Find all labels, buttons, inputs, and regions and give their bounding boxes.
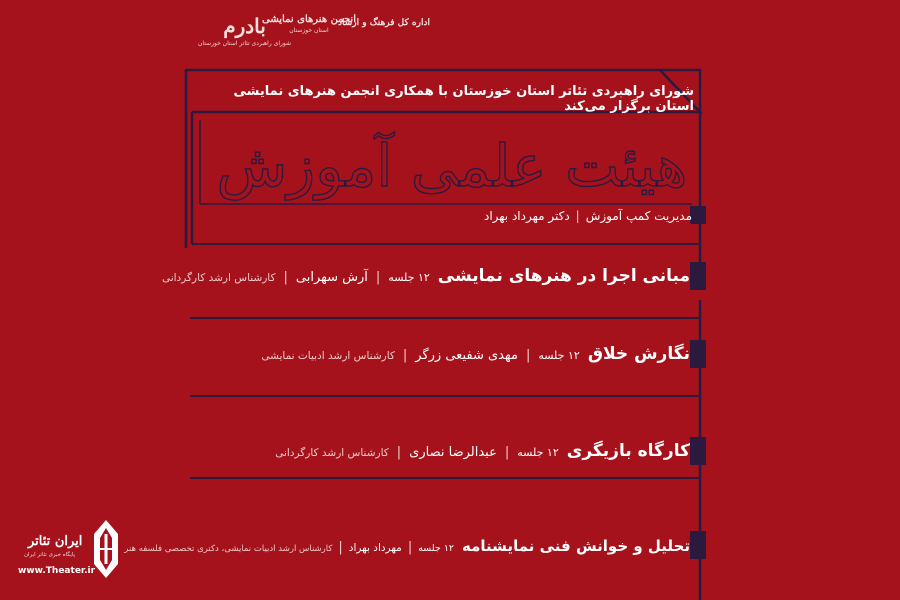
ministry-logo-mark: اداره کل فرهنگ و ارشاد	[338, 18, 430, 28]
course-degree: کارشناس ارشد ادبیات نمایشی	[261, 350, 395, 362]
course-degree: کارشناس ارشد ادبیات نمایشی، دکتری تخصصی فلسفه هنر	[124, 544, 333, 554]
separator: |	[504, 445, 510, 460]
separator: |	[283, 270, 288, 285]
course-name: مبانی اجرا در هنرهای نمایشی	[437, 266, 690, 286]
separator: |	[396, 445, 402, 460]
course-item	[124, 536, 690, 555]
course-item	[150, 344, 690, 364]
brand-subtitle: پایگاه خبری تئاتر ایران	[24, 552, 76, 558]
course-degree: کارشناس ارشد کارگردانی	[275, 447, 389, 459]
association-logo-mark: انجمن هنرهای نمایشی	[262, 14, 356, 25]
separator: |	[407, 540, 413, 555]
course-1-marker	[690, 262, 706, 290]
iran-theater-logo	[10, 520, 128, 584]
separator: |	[338, 540, 343, 555]
course-item	[150, 441, 690, 461]
course-sessions: ۱۲ جلسه	[517, 446, 559, 459]
brand-url: www.Theater.ir	[18, 566, 96, 576]
manager-marker	[690, 206, 706, 224]
manager-name: دکتر مهرداد بهراد	[483, 209, 570, 223]
course-sessions: ۱۲ جلسه	[388, 271, 430, 284]
headline: شورای راهبردی تئاتر استان خوزستان با همکاری انجمن هنرهای نمایشی استان برگزار می‌کند	[233, 84, 694, 114]
separator: |	[375, 270, 381, 285]
course-teacher: مهدی شفیعی زرگر	[415, 348, 518, 363]
badrom-logo-caption: شورای راهبردی تئاتر استان خوزستان	[198, 40, 292, 47]
course-teacher: عبدالرضا نصاری	[409, 445, 497, 460]
course-2-marker	[690, 340, 706, 368]
course-name: کارگاه بازیگری	[566, 441, 690, 461]
brand-name: ایران تئاتر	[28, 534, 83, 549]
course-sessions: ۱۲ جلسه	[418, 543, 455, 554]
course-item	[150, 266, 690, 286]
course-degree: کارشناس ارشد کارگردانی	[161, 272, 276, 284]
manager-role: مدیریت کمپ آموزش	[585, 209, 692, 223]
theater-emblem-icon	[94, 520, 118, 578]
course-3-marker	[690, 437, 706, 465]
separator: |	[525, 348, 531, 363]
course-4-marker	[690, 531, 706, 559]
course-name: تحلیل و خوانش فنی نمایشنامه	[462, 537, 690, 555]
separator: |	[575, 209, 580, 223]
association-logo-caption: استان خوزستان	[289, 27, 329, 34]
main-title: هیئت علمی آموزش	[216, 132, 688, 200]
course-teacher: مهرداد بهراد	[348, 542, 402, 554]
separator: |	[402, 348, 408, 363]
course-sessions: ۱۲ جلسه	[538, 349, 580, 362]
course-teacher: آرش سهرابی	[295, 270, 368, 285]
course-name: نگارش خلاق	[587, 344, 690, 364]
badrom-logo-mark: بادرم	[223, 14, 266, 38]
camp-manager	[300, 209, 692, 223]
